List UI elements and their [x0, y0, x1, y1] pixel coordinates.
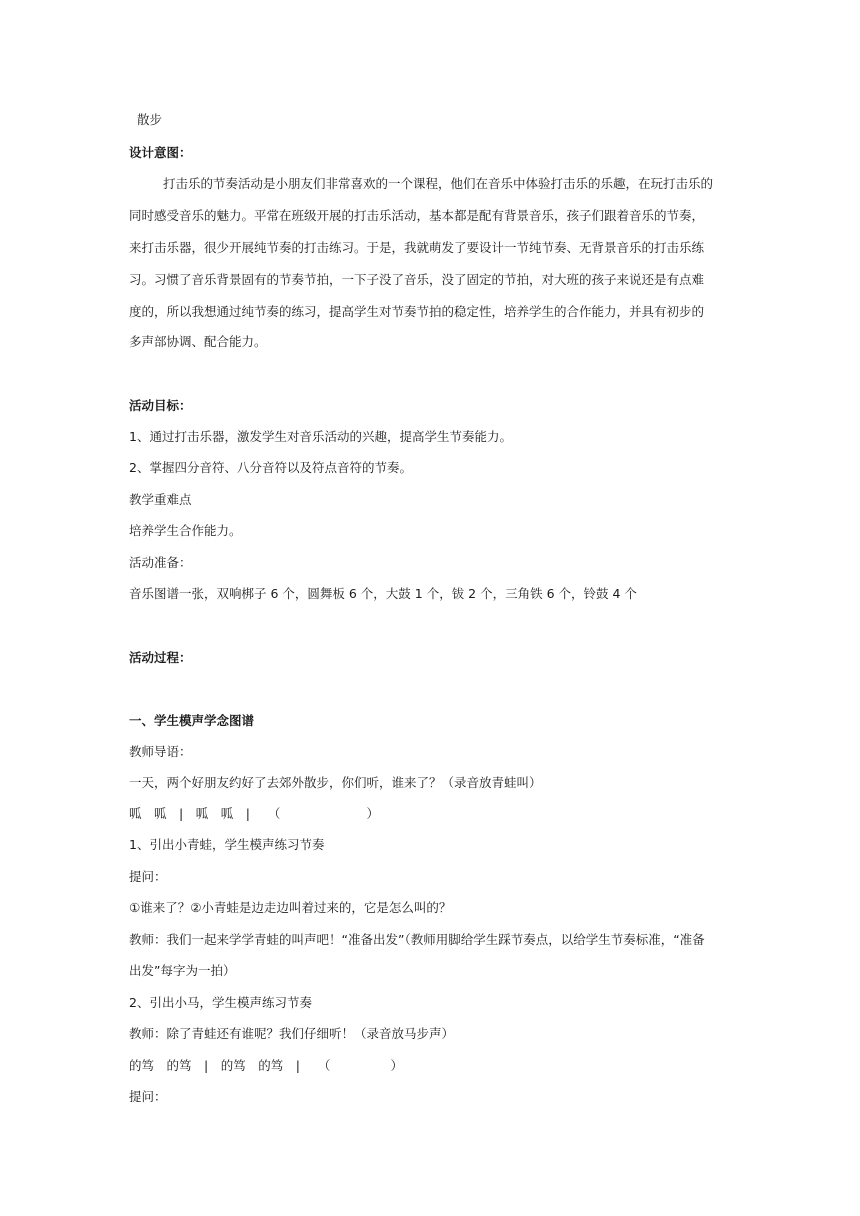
question-label: 提问：: [129, 869, 167, 884]
step-2: 2、引出小马，学生模声练习节奏: [129, 995, 312, 1010]
paren-close-2: ）: [390, 1058, 403, 1073]
horse-rhythm-line: [129, 1058, 403, 1074]
design-line-2: 同时感受音乐的魅力。平常在班级开展的打击乐活动，基本都是配有背景音乐，孩子们跟着音乐的节奏，: [129, 208, 705, 223]
teacher-line-2: 出发”每字为一拍）: [129, 963, 236, 978]
teacher-line-1: 教师：我们一起来学学青蛙的叫声吧！“准备出发”（教师用脚给学生踩节奏点，以给学生节奏标准，“准备: [129, 932, 705, 947]
key-heading: 教学重难点: [129, 492, 192, 507]
frog-rhythm-line: [129, 806, 379, 822]
doc-title: 散步: [137, 112, 163, 127]
teacher-intro-text: 一天，两个好朋友约好了去郊外散步，你们听，谁来了？（录音放青蛙叫）: [129, 775, 542, 790]
teacher-intro-label: 教师导语：: [129, 744, 192, 759]
question-label-2: 提问：: [129, 1089, 167, 1104]
step-1: 1、引出小青蛙，学生模声练习节奏: [129, 837, 325, 852]
section-1-heading: 一、学生模声学念图谱: [129, 713, 255, 728]
design-line-3: 来打击乐器，很少开展纯节奏的打击练习。于是，我就萌发了要设计一节纯节奏、无背景音乐的打击乐练: [129, 240, 705, 255]
prep-text: 音乐图谱一张，双响梆子 6 个，圆舞板 6 个，大鼓 1 个，钹 2 个，三角铁 6 个，铃鼓 4 个: [129, 586, 637, 601]
goal-1: 1、通过打击乐器，激发学生对音乐活动的兴趣，提高学生节奏能力。: [129, 429, 512, 444]
paren-open-2: （: [317, 1058, 331, 1073]
goal-2: 2、掌握四分音符、八分音符以及符点音符的节奏。: [129, 460, 412, 475]
design-heading: 设计意图：: [129, 145, 192, 160]
design-line-5: 度的，所以我想通过纯节奏的练习，提高学生对节奏节拍的稳定性，培养学生的合作能力，并具有初步的: [129, 304, 705, 319]
paren-open: （: [267, 806, 281, 821]
key-text: 培养学生合作能力。: [129, 523, 242, 538]
goals-heading: 活动目标：: [129, 398, 192, 413]
frog-rhythm: 呱 呱 | 呱 呱 |: [129, 806, 250, 821]
design-line-6: 多声部协调、配合能力。: [129, 334, 267, 349]
horse-rhythm: 的笃 的笃 | 的笃 的笃 |: [129, 1058, 300, 1073]
design-line-1: 打击乐的节奏活动是小朋友们非常喜欢的一个课程，他们在音乐中体验打击乐的乐趣，在玩打击乐的: [163, 176, 714, 191]
design-line-4: 习。习惯了音乐背景固有的节奏节拍，一下子没了音乐，没了固定的节拍，对大班的孩子来说还是有点难: [129, 272, 705, 287]
paren-close: ）: [366, 806, 379, 821]
teacher-horse: 教师：除了青蛙还有谁呢？我们仔细听！（录音放马步声）: [129, 1026, 455, 1041]
question-text: ①谁来了？②小青蛙是边走边叫着过来的，它是怎么叫的？: [129, 900, 452, 915]
prep-heading: 活动准备：: [129, 555, 192, 570]
process-heading: 活动过程：: [129, 650, 192, 665]
